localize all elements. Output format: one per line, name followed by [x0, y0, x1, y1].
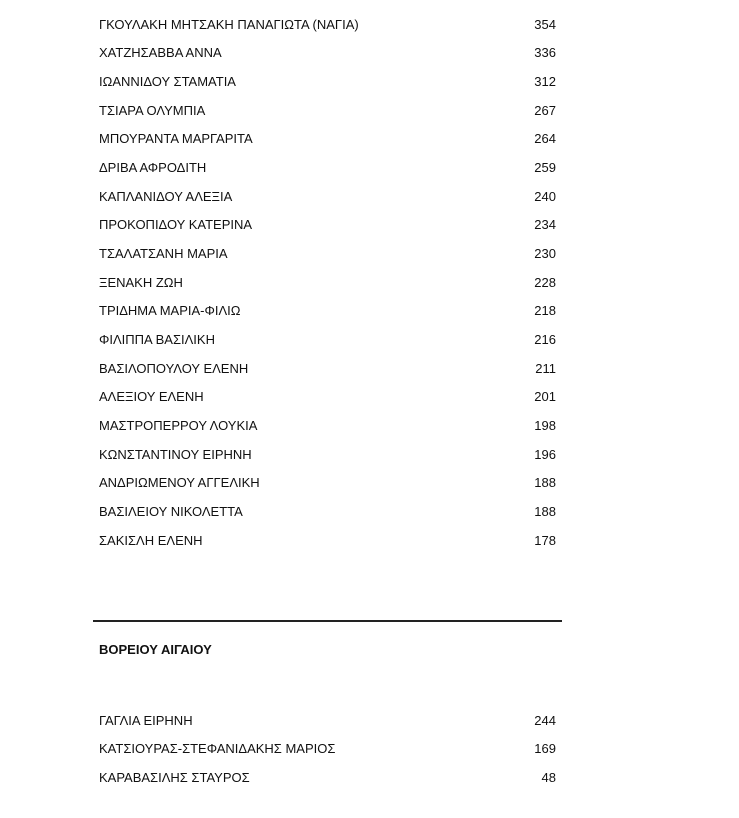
vote-count: 211 — [535, 360, 556, 376]
section-divider — [93, 620, 562, 622]
list-item — [99, 39, 556, 68]
list-item — [99, 239, 556, 268]
candidate-name: ΧΑΤΖΗΣΑΒΒΑ ΑΝΝΑ — [99, 45, 222, 61]
vote-count: 230 — [534, 246, 556, 262]
candidate-name: ΤΣΙΑΡΑ ΟΛΥΜΠΙΑ — [99, 102, 206, 118]
vote-count: 312 — [534, 74, 556, 90]
list-item — [99, 763, 556, 792]
list-item — [99, 211, 556, 240]
list-item — [99, 96, 556, 125]
candidate-name: ΔΡΙΒΑ ΑΦΡΟΔΙΤΗ — [99, 160, 207, 176]
vote-count: 196 — [534, 446, 556, 462]
vote-count: 264 — [534, 131, 556, 147]
candidate-name: ΜΑΣΤΡΟΠΕΡΡΟΥ ΛΟΥΚΙΑ — [99, 418, 258, 434]
candidate-name: ΤΡΙΔΗΜΑ ΜΑΡΙΑ-ΦΙΛΙΩ — [99, 303, 241, 319]
list-item — [99, 383, 556, 412]
vote-count: 188 — [534, 503, 556, 519]
candidate-name: ΑΝΔΡΙΩΜΕΝΟΥ ΑΓΓΕΛΙΚΗ — [99, 475, 260, 491]
vote-count: 354 — [534, 16, 556, 32]
vote-count: 216 — [534, 332, 556, 348]
list-item — [99, 325, 556, 354]
candidate-name: ΚΑΠΛΑΝΙΔΟΥ ΑΛΕΞΙΑ — [99, 188, 233, 204]
list-item — [99, 297, 556, 326]
candidate-name: ΙΩΑΝΝΙΔΟΥ ΣΤΑΜΑΤΙΑ — [99, 74, 236, 90]
vote-count: 234 — [534, 217, 556, 233]
list-item — [99, 526, 556, 555]
vote-count: 218 — [534, 303, 556, 319]
vote-count: 240 — [534, 188, 556, 204]
vote-count: 336 — [534, 45, 556, 61]
list-item — [99, 153, 556, 182]
list-item — [99, 125, 556, 154]
candidate-name: ΚΑΡΑΒΑΣΙΛΗΣ ΣΤΑΥΡΟΣ — [99, 770, 250, 786]
vote-count: 198 — [534, 418, 556, 434]
list-item — [99, 67, 556, 96]
list-item — [99, 469, 556, 498]
vote-count: 178 — [534, 532, 556, 548]
vote-count: 188 — [534, 475, 556, 491]
vote-count: 244 — [534, 712, 556, 728]
candidate-list — [99, 706, 556, 792]
candidate-name: ΓΚΟΥΛΑΚΗ ΜΗΤΣΑΚΗ ΠΑΝΑΓΙΩΤΑ (ΝΑΓΙΑ) — [99, 16, 359, 32]
candidate-name: ΚΑΤΣΙΟΥΡΑΣ-ΣΤΕΦΑΝΙΔΑΚΗΣ ΜΑΡΙΟΣ — [99, 741, 336, 757]
region-heading: ΒΟΡΕΙΟΥ ΑΙΓΑΙΟΥ — [99, 642, 212, 657]
candidate-name: ΜΠΟΥΡΑΝΤΑ ΜΑΡΓΑΡΙΤΑ — [99, 131, 253, 147]
vote-count: 228 — [534, 274, 556, 290]
list-item — [99, 411, 556, 440]
candidate-name: ΑΛΕΞΙΟΥ ΕΛΕΝΗ — [99, 389, 204, 405]
candidate-name: ΒΑΣΙΛΕΙΟΥ ΝΙΚΟΛΕΤΤΑ — [99, 503, 243, 519]
list-item — [99, 735, 556, 764]
candidate-name: ΣΑΚΙΣΛΗ ΕΛΕΝΗ — [99, 532, 203, 548]
list-item — [99, 10, 556, 39]
candidate-name: ΦΙΛΙΠΠΑ ΒΑΣΙΛΙΚΗ — [99, 332, 215, 348]
candidate-name: ΚΩΝΣΤΑΝΤΙΝΟΥ ΕΙΡΗΝΗ — [99, 446, 252, 462]
candidate-name: ΓΑΓΛΙΑ ΕΙΡΗΝΗ — [99, 712, 193, 728]
vote-count: 201 — [534, 389, 556, 405]
list-item — [99, 182, 556, 211]
candidate-name: ΒΑΣΙΛΟΠΟΥΛΟΥ ΕΛΕΝΗ — [99, 360, 249, 376]
vote-count: 259 — [534, 160, 556, 176]
candidate-list — [99, 10, 556, 554]
candidate-name: ΤΣΑΛΑΤΣΑΝΗ ΜΑΡΙΑ — [99, 246, 228, 262]
list-item — [99, 706, 556, 735]
vote-count: 48 — [541, 770, 556, 786]
list-item — [99, 440, 556, 469]
list-item — [99, 497, 556, 526]
list-item — [99, 268, 556, 297]
vote-count: 267 — [534, 102, 556, 118]
list-item — [99, 354, 556, 383]
candidate-name: ΞΕΝΑΚΗ ΖΩΗ — [99, 274, 183, 290]
vote-count: 169 — [534, 741, 556, 757]
candidate-name: ΠΡΟΚΟΠΙΔΟΥ ΚΑΤΕΡΙΝΑ — [99, 217, 253, 233]
